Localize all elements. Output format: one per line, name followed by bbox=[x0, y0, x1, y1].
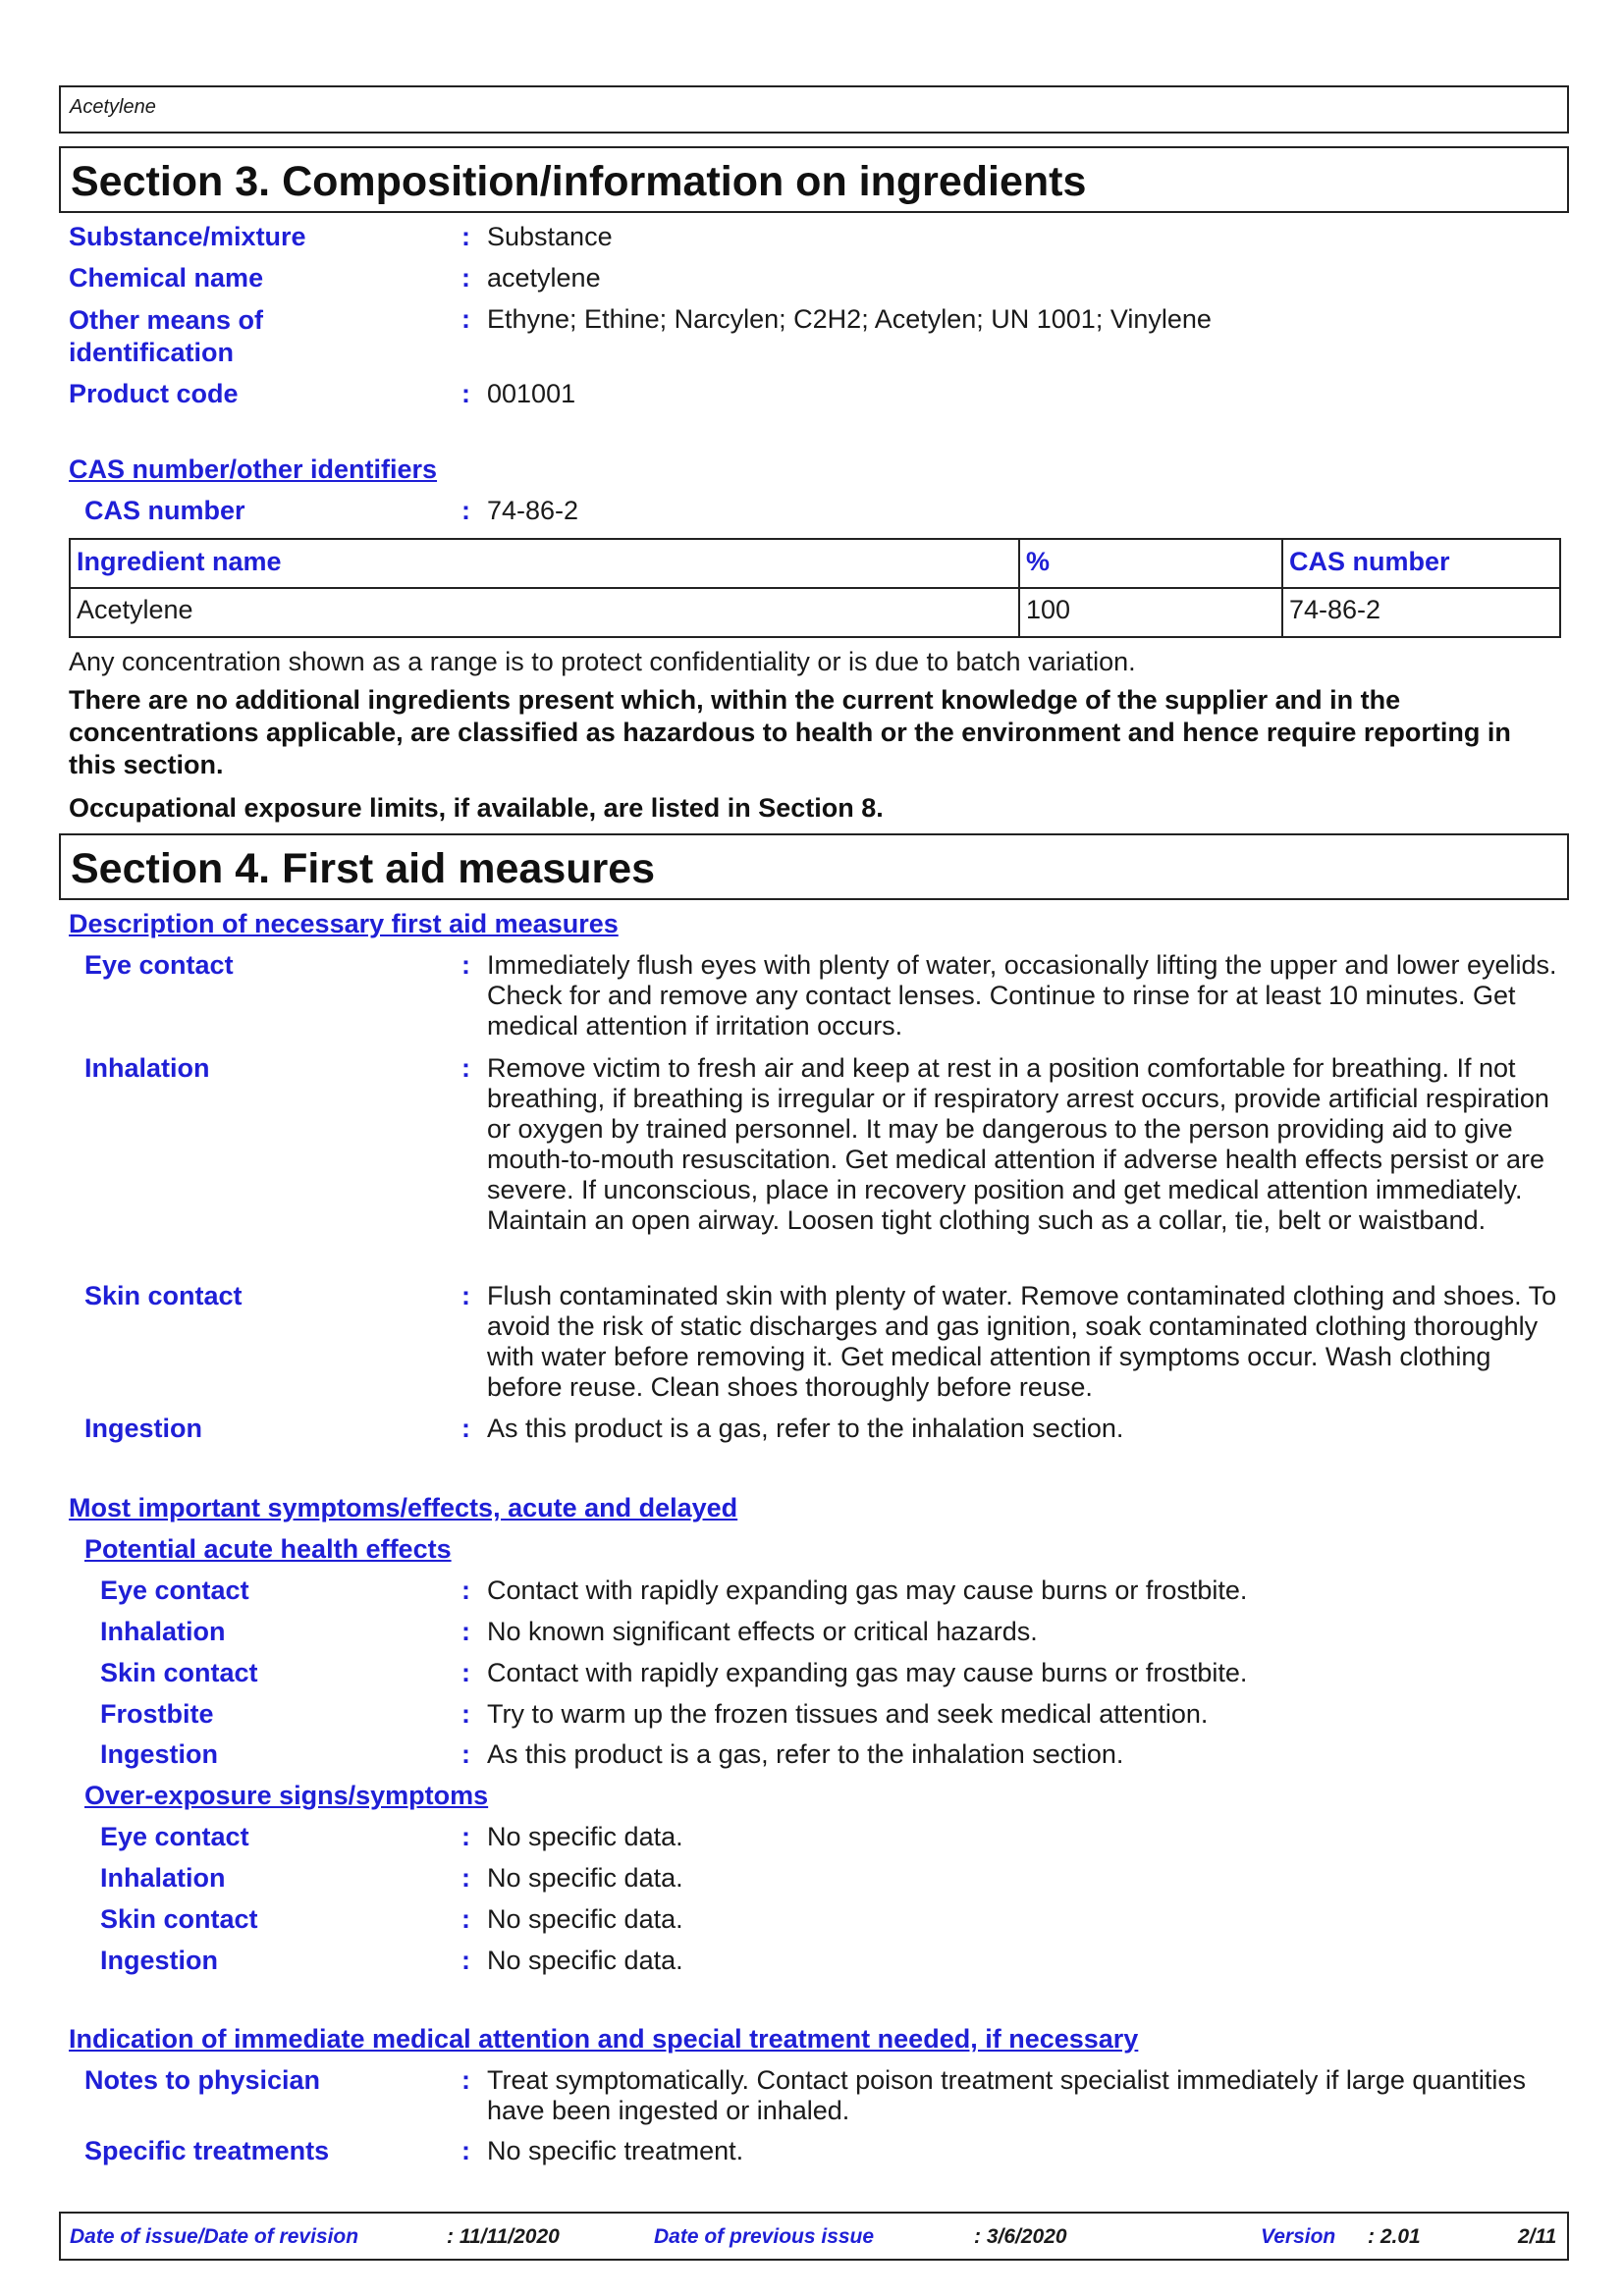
previous-issue-value: : 3/6/2020 bbox=[974, 2225, 1067, 2248]
field-value: acetylene bbox=[487, 263, 601, 293]
colon: : bbox=[461, 1053, 470, 1083]
symptoms-heading: Most important symptoms/effects, acute and delayed bbox=[69, 1493, 738, 1522]
field-value: No specific treatment. bbox=[487, 2136, 744, 2165]
section-4-title: Section 4. First aid measures bbox=[71, 845, 656, 892]
field-label: Inhalation bbox=[100, 1617, 226, 1646]
field-value: Substance bbox=[487, 222, 613, 251]
field-label: Skin contact bbox=[100, 1658, 258, 1687]
version-label: Version bbox=[1261, 2225, 1336, 2248]
field-label: CAS number bbox=[84, 496, 245, 525]
field-label: Other means of identification bbox=[69, 305, 264, 367]
colon: : bbox=[461, 1863, 470, 1893]
field-value: No known significant effects or critical hazards. bbox=[487, 1617, 1038, 1646]
table-header-cas: CAS number bbox=[1289, 547, 1450, 576]
table-divider bbox=[1281, 540, 1283, 636]
page-number: 2/11 bbox=[1518, 2225, 1557, 2248]
no-additional-ingredients: There are no additional ingredients present which, within the current knowledge of the supplier and in the concentrations applicable, are classified as hazardous to health or the environment and hence require reporting in this section. bbox=[69, 685, 1511, 779]
field-label: Skin contact bbox=[84, 1281, 243, 1310]
colon: : bbox=[461, 1414, 470, 1443]
indication-heading: Indication of immediate medical attention and special treatment needed, if necessary bbox=[69, 2024, 1139, 2054]
first-aid-description-heading: Description of necessary first aid measures bbox=[69, 909, 619, 938]
colon: : bbox=[461, 1575, 470, 1605]
field-value: Flush contaminated skin with plenty of water. Remove contaminated clothing and shoes. To avoid the risk of static discharges and gas ignition, soak contaminated clothing thoroughly with water before removing it. Get medical attention if symptoms occur. Wash clothing before reuse. Clean shoes thoroughly before reuse. bbox=[487, 1281, 1557, 1402]
field-value: No specific data. bbox=[487, 1904, 683, 1934]
overexposure-heading: Over-exposure signs/symptoms bbox=[84, 1781, 489, 1810]
colon: : bbox=[461, 1946, 470, 1975]
colon: : bbox=[461, 496, 470, 525]
section-3-header bbox=[59, 146, 1569, 213]
concentration-note: Any concentration shown as a range is to protect confidentiality or is due to batch variation. bbox=[69, 647, 1136, 676]
colon: : bbox=[461, 304, 470, 334]
table-cell-percent: 100 bbox=[1026, 595, 1071, 624]
field-value: Remove victim to fresh air and keep at rest in a position comfortable for breathing. If not breathing, if breathing is irregular or if respiratory arrest occurs, provide artificial respiration or oxygen by trained personnel. It may be dangerous to the person providing aid to give mouth-to-mouth resuscitation. Get medical attention if adverse health effects persist or are severe. If unconscious, place in recovery position and get medical attention immediately. Maintain an open airway. Loosen tight clothing such as a collar, tie, belt or waistband. bbox=[487, 1053, 1549, 1235]
colon: : bbox=[461, 379, 470, 408]
colon: : bbox=[461, 1617, 470, 1646]
colon: : bbox=[461, 1739, 470, 1769]
colon: : bbox=[461, 2136, 470, 2165]
table-divider bbox=[71, 587, 1559, 589]
field-label: Eye contact bbox=[100, 1575, 249, 1605]
colon: : bbox=[461, 1658, 470, 1687]
field-label: Frostbite bbox=[100, 1699, 214, 1729]
field-label: Ingestion bbox=[100, 1946, 218, 1975]
acute-effects-heading: Potential acute health effects bbox=[84, 1534, 452, 1564]
colon: : bbox=[461, 950, 470, 980]
previous-issue-label: Date of previous issue bbox=[654, 2225, 875, 2248]
product-name: Acetylene bbox=[70, 96, 156, 118]
field-value: Treat symptomatically. Contact poison treatment specialist immediately if large quantities have been ingested or inhaled. bbox=[487, 2065, 1526, 2125]
document-footer bbox=[59, 2212, 1569, 2261]
colon: : bbox=[461, 1904, 470, 1934]
field-label: Ingestion bbox=[100, 1739, 218, 1769]
table-cell-ingredient: Acetylene bbox=[77, 595, 193, 624]
table-header-percent: % bbox=[1026, 547, 1051, 576]
field-label: Inhalation bbox=[100, 1863, 226, 1893]
occupational-limits-note: Occupational exposure limits, if available, are listed in Section 8. bbox=[69, 793, 884, 823]
colon: : bbox=[461, 1822, 470, 1851]
colon: : bbox=[461, 1281, 470, 1310]
field-value: As this product is a gas, refer to the inhalation section. bbox=[487, 1414, 1124, 1443]
version-value: : 2.01 bbox=[1368, 2225, 1421, 2248]
issue-date-value: : 11/11/2020 bbox=[447, 2225, 560, 2248]
colon: : bbox=[461, 1699, 470, 1729]
field-label: Chemical name bbox=[69, 263, 264, 293]
field-value: Immediately flush eyes with plenty of water, occasionally lifting the upper and lower eyelids. Check for and remove any contact lenses. Continue to rinse for at least 10 minutes. Get medical attention if irritation occurs. bbox=[487, 950, 1557, 1041]
field-value: No specific data. bbox=[487, 1863, 683, 1893]
field-value: 74-86-2 bbox=[487, 496, 579, 525]
colon: : bbox=[461, 2065, 470, 2095]
field-value: Try to warm up the frozen tissues and seek medical attention. bbox=[487, 1699, 1209, 1729]
table-cell-cas: 74-86-2 bbox=[1289, 595, 1381, 624]
field-label: Ingestion bbox=[84, 1414, 202, 1443]
ingredients-table bbox=[69, 538, 1561, 638]
field-label: Eye contact bbox=[84, 950, 234, 980]
field-value: Ethyne; Ethine; Narcylen; C2H2; Acetylen; UN 1001; Vinylene bbox=[487, 304, 1212, 334]
field-value: Contact with rapidly expanding gas may cause burns or frostbite. bbox=[487, 1658, 1248, 1687]
table-divider bbox=[1018, 540, 1020, 636]
field-label: Inhalation bbox=[84, 1053, 210, 1083]
field-label: Specific treatments bbox=[84, 2136, 330, 2165]
table-header-ingredient: Ingredient name bbox=[77, 547, 282, 576]
field-label: Product code bbox=[69, 379, 239, 408]
document-header bbox=[59, 85, 1569, 133]
colon: : bbox=[461, 222, 470, 251]
section-4-header bbox=[59, 833, 1569, 900]
field-value: As this product is a gas, refer to the inhalation section. bbox=[487, 1739, 1124, 1769]
issue-date-label: Date of issue/Date of revision bbox=[70, 2225, 359, 2248]
field-value: 001001 bbox=[487, 379, 576, 408]
field-label: Skin contact bbox=[100, 1904, 258, 1934]
field-value: Contact with rapidly expanding gas may cause burns or frostbite. bbox=[487, 1575, 1248, 1605]
field-label: Notes to physician bbox=[84, 2065, 321, 2095]
colon: : bbox=[461, 263, 470, 293]
field-label: Substance/mixture bbox=[69, 222, 306, 251]
field-value: No specific data. bbox=[487, 1822, 683, 1851]
cas-identifiers-heading: CAS number/other identifiers bbox=[69, 454, 438, 484]
field-value: No specific data. bbox=[487, 1946, 683, 1975]
section-3-title: Section 3. Composition/information on ingredients bbox=[71, 158, 1087, 205]
field-label: Eye contact bbox=[100, 1822, 249, 1851]
